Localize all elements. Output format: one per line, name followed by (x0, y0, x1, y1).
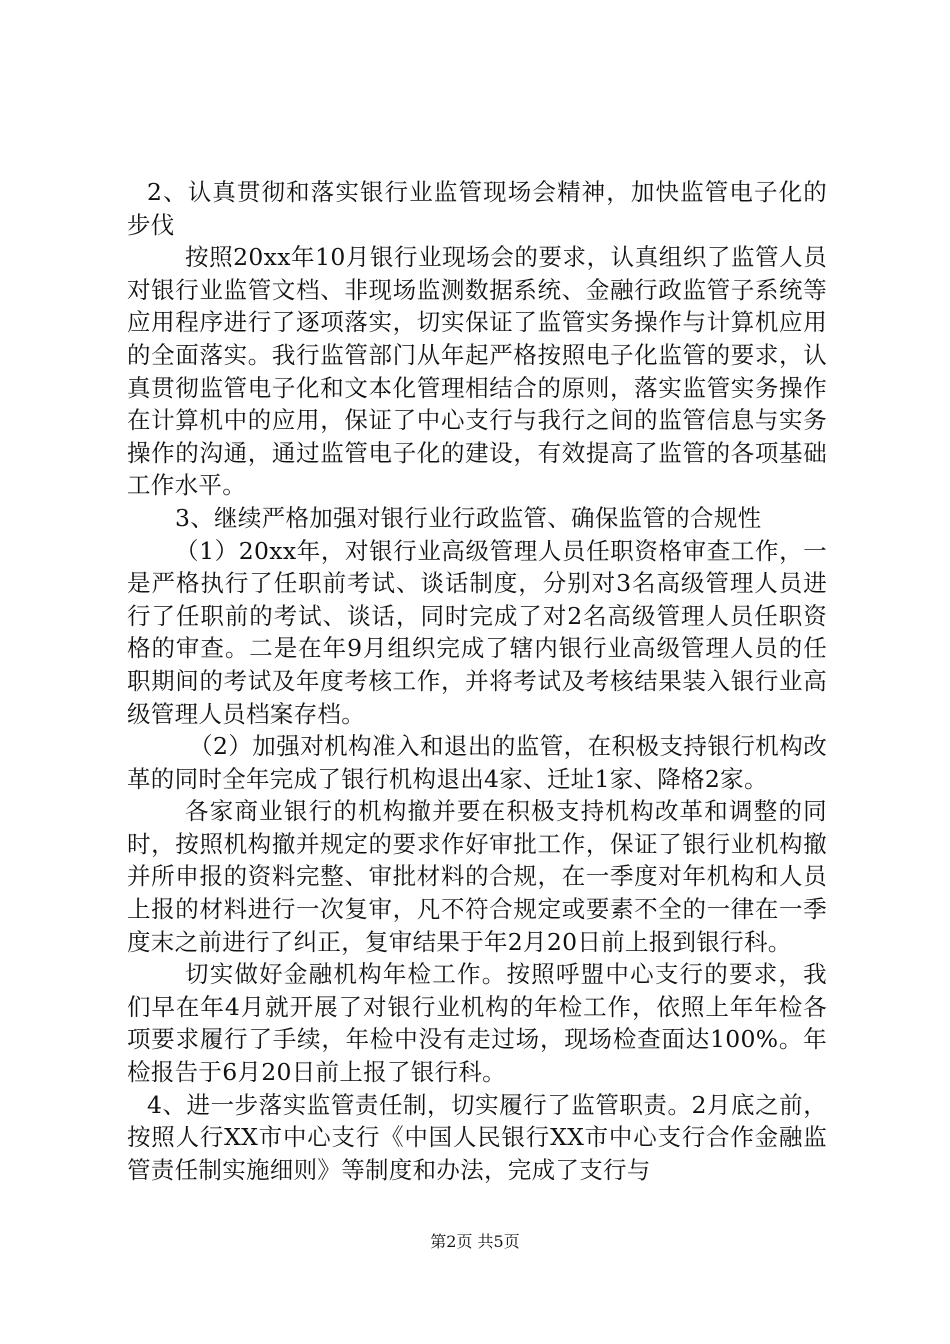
page-footer: 第2页 共5页 (430, 1232, 520, 1251)
paragraph-market-access-exit: （2）加强对机构准入和退出的监管，在积极支持银行机构改革的同时全年完成了银行机构退出4家、迁址1家、降格2家。 (127, 732, 827, 793)
document-body (127, 176, 827, 1186)
paragraph-senior-management-review: （1）20xx年，对银行业高级管理人员任职资格审查工作，一是严格执行了任职前考试、谈话制度，分别对3名高级管理人员进行了任职前的考试、谈话，同时完成了对2名高级管理人员任职资格的审查。二是在年9月组织完成了辖内银行业高级管理人员的任职期间的考试及年度考核工作，并将考试及考核结果装入银行业高级管理人员档案存档。 (127, 536, 827, 728)
paragraph-electronic-supervision: 按照20xx年10月银行业现场会的要求，认真组织了监管人员对银行业监管文档、非现场监测数据系统、金融行政监管子系统等应用程序进行了逐项落实，切实保证了监管实务操作与计算机应用的全面落实。我行监管部门从年起严格按照电子化监管的要求，认真贯彻监管电子化和文本化管理相结合的原则，落实监管实务操作在计算机中的应用，保证了中心支行与我行之间的监管信息与实务操作的沟通，通过监管电子化的建设，有效提高了监管的各项基础工作水平。 (127, 243, 827, 500)
section-4-heading: 4、进一步落实监管责任制，切实履行了监管职责。2月底之前，按照人行XX市中心支行《中国人民银行XX市中心支行合作金融监管责任制实施细则》等制度和办法，完成了支行与 (127, 1090, 827, 1184)
section-3-heading: 3、继续严格加强对银行业行政监管、确保监管的合规性 (175, 503, 762, 532)
paragraph-branch-consolidation: 各家商业银行的机构撤并要在积极支持机构改革和调整的同时，按照机构撤并规定的要求作好审批工作，保证了银行业机构撤并所申报的资料完整、审批材料的合规，在一季度对年机构和人员上报的材料进行一次复审，凡不符合规定或要素不全的一律在一季度末之前进行了纠正，复审结果于年2月20日前上报到银行科。 (127, 797, 827, 956)
paragraph-annual-inspection: 切实做好金融机构年检工作。按照呼盟中心支行的要求，我们早在年4月就开展了对银行业机构的年检工作，依照上年年检各项要求履行了手续，年检中没有走过场，现场检查面达100%。年检报告于6月20日前上报了银行科。 (127, 960, 827, 1087)
section-2-heading: 2、认真贯彻和落实银行业监管现场会精神，加快监管电子化的步伐 (127, 178, 827, 239)
